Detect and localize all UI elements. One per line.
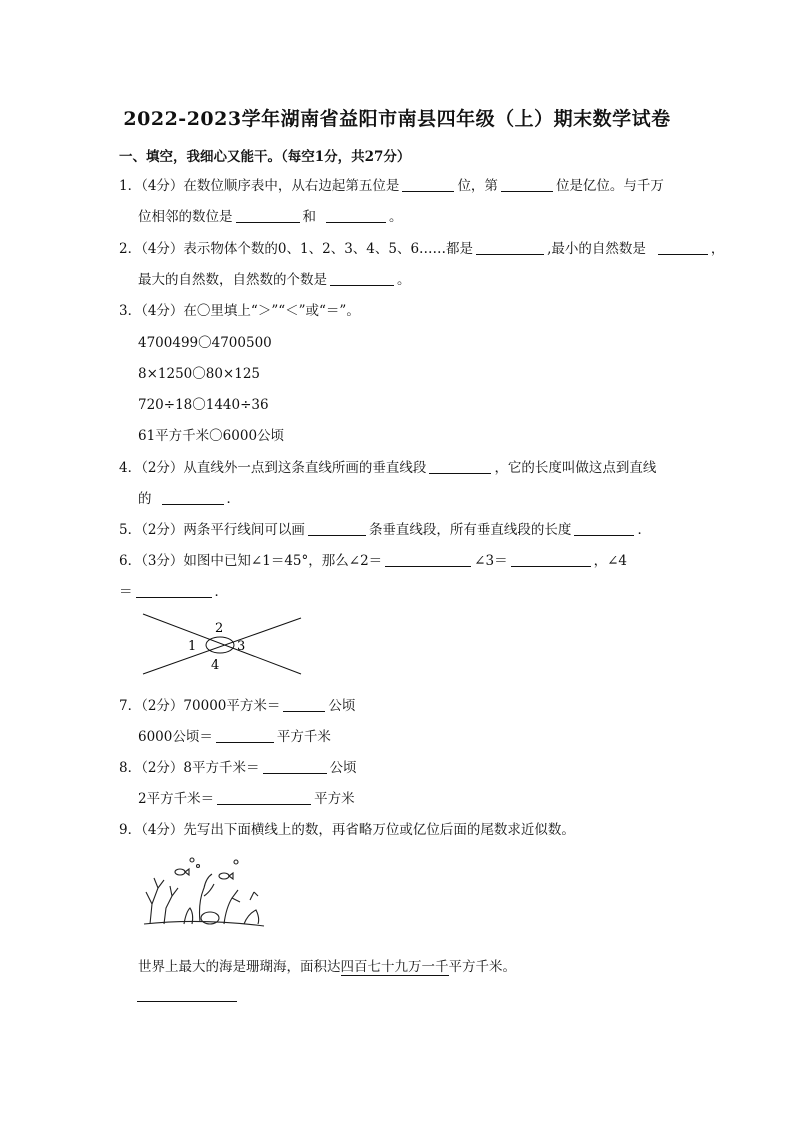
bubble: [234, 860, 238, 864]
question-2-line-2: 最大的自然数，自然数的个数是 。: [138, 272, 411, 288]
coral-right: [224, 890, 240, 924]
question-9-text: 9．（4分）先写出下面横线上的数，再省略万位或亿位后面的尾数求近似数。: [119, 822, 575, 838]
coral-left-2: [164, 886, 178, 924]
answer-blank[interactable]: [326, 209, 386, 223]
answer-blank[interactable]: [429, 460, 491, 474]
question-2-line-1: 2．（4分）表示物体个数的0、1、2、3、4、5、6……都是 ,最小的自然数是 ，: [119, 241, 725, 257]
question-8-line-2: 2平方千米＝ 平方米: [138, 791, 355, 807]
answer-line[interactable]: [137, 1001, 237, 1002]
intersecting-lines-figure: [135, 612, 310, 680]
angle-marker: [206, 637, 234, 653]
fish-2: [219, 873, 229, 879]
question-9-sentence: 世界上最大的海是珊瑚海，面积达四百七十九万一千平方千米。: [138, 959, 516, 975]
fish-1-tail: [185, 869, 189, 875]
fish-1: [175, 869, 185, 875]
answer-blank[interactable]: [216, 729, 274, 743]
underlined-number-words: 四百七十九万一千: [340, 959, 449, 975]
answer-blank[interactable]: [217, 791, 311, 805]
answer-blank[interactable]: [263, 760, 327, 774]
coral-reef-illustration: [140, 852, 268, 934]
answer-blank[interactable]: [308, 522, 366, 536]
angle-label-1: 1: [188, 639, 197, 654]
coral-left: [146, 878, 164, 924]
bubble: [190, 858, 194, 862]
question-7-line-2: 6000公顷＝ 平方千米: [138, 729, 331, 745]
angle-label-3: 3: [237, 639, 246, 654]
angle-label-4: 4: [211, 658, 220, 673]
question-1-line-1: 1．（4分）在数位顺序表中，从右边起第五位是 位，第 位是亿位。与千万: [119, 178, 664, 194]
question-7-line-1: 7．（2分）70000平方米＝ 公顷: [119, 698, 356, 714]
angle-label-2: 2: [215, 621, 224, 636]
bubble: [197, 865, 200, 868]
compare-row-3: 720÷18〇1440÷36: [138, 397, 269, 413]
question-4-line-1: 4．（2分）从直线外一点到这条直线所画的垂直线段 ，它的长度叫做这点到直线: [119, 460, 657, 476]
answer-blank[interactable]: [402, 178, 454, 192]
answer-blank[interactable]: [162, 491, 224, 505]
answer-blank[interactable]: [136, 584, 212, 598]
answer-blank[interactable]: [385, 553, 471, 567]
compare-row-2: 8×1250〇80×125: [138, 366, 261, 382]
question-6-line-2: ＝ ．: [119, 584, 228, 600]
question-3-text: 3．（4分）在〇里填上“＞”“＜”或“＝”。: [119, 303, 360, 319]
answer-blank[interactable]: [658, 241, 708, 255]
section-heading: 一、填空，我细心又能干。（每空1分，共27分）: [119, 149, 411, 165]
page-title: 2022-2023学年湖南省益阳市南县四年级（上）期末数学试卷: [123, 108, 671, 130]
fish-2-tail: [229, 873, 233, 879]
compare-row-1: 4700499〇4700500: [138, 335, 272, 351]
answer-blank[interactable]: [283, 698, 325, 712]
question-5: 5．（2分）两条平行线间可以画 条垂直线段，所有垂直线段的长度 ．: [119, 522, 651, 538]
question-1-line-2: 位相邻的数位是 和 。: [138, 209, 403, 225]
starfish: [250, 892, 258, 900]
answer-blank[interactable]: [501, 178, 553, 192]
question-4-line-2: 的 ．: [138, 491, 240, 507]
question-6-line-1: 6．（3分）如图中已知∠1＝45°，那么∠2＝ ∠3＝ ，∠4: [119, 553, 627, 569]
answer-blank[interactable]: [236, 209, 300, 223]
compare-row-4: 61平方千米〇6000公顷: [138, 428, 285, 444]
answer-blank[interactable]: [476, 241, 544, 255]
answer-blank[interactable]: [574, 522, 634, 536]
answer-blank[interactable]: [330, 272, 394, 286]
rock-right: [244, 910, 259, 924]
answer-blank[interactable]: [511, 553, 591, 567]
question-8-line-1: 8．（2分）8平方千米＝ 公顷: [119, 760, 357, 776]
